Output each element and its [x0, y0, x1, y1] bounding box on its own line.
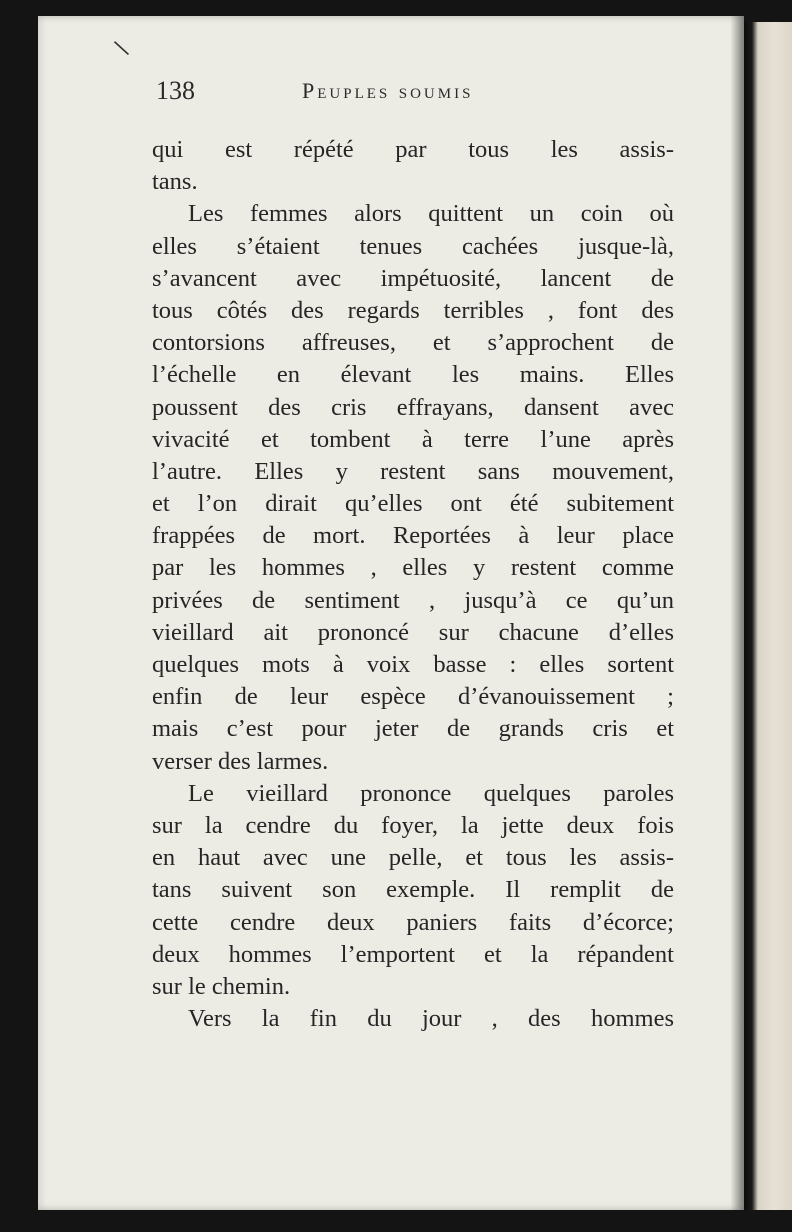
text-line: Vers la fin du jour , des hommes: [188, 1005, 674, 1033]
page-header: [156, 76, 676, 116]
text-line: quelques mots à voix basse : elles sortent: [152, 651, 674, 678]
text-line: deux hommes l’emportent et la répandent: [152, 940, 674, 968]
text-line: privées de sentiment , jusqu’à ce qu’un: [152, 586, 674, 614]
text-line: sur la cendre du foyer, la jette deux fois: [152, 811, 674, 839]
corner-mark: \: [112, 35, 132, 62]
text-line: Le vieillard prononce quelques paroles: [188, 779, 674, 807]
text-line: cette cendre deux paniers faits d’écorce;: [152, 908, 674, 936]
text-line: poussent des cris effrayans, dansent avec: [152, 393, 674, 421]
text-line: en haut avec une pelle, et tous les assis-: [152, 844, 674, 872]
text-line: tans.: [152, 168, 198, 196]
text-line: qui est répété par tous les assis-: [152, 136, 674, 163]
body-text: [152, 134, 674, 1035]
running-title: Peuples soumis: [302, 78, 474, 103]
text-line: vivacité et tombent à terre l’une après: [152, 425, 674, 453]
text-line: vieillard ait prononcé sur chacune d’elles: [152, 618, 674, 646]
text-line: contorsions affreuses, et s’approchent de: [152, 329, 674, 357]
text-line: tans suivent son exemple. Il remplit de: [152, 876, 674, 904]
spine-shadow: [730, 16, 744, 1210]
facing-page-edge: [744, 22, 792, 1210]
text-line: et l’on dirait qu’elles ont été subitement: [152, 490, 674, 518]
text-line: tous côtés des regards terribles , font des: [152, 296, 674, 324]
text-line: mais c’est pour jeter de grands cris et: [152, 715, 674, 743]
text-line: Les femmes alors quittent un coin où: [188, 200, 674, 228]
text-line: l’échelle en élevant les mains. Elles: [152, 361, 674, 389]
page-number: 138: [156, 76, 195, 105]
text-line: sur le chemin.: [152, 972, 291, 1000]
text-line: elles s’étaient tenues cachées jusque-là,: [152, 232, 674, 260]
text-line: frappées de mort. Reportées à leur place: [152, 522, 674, 550]
text-line: par les hommes , elles y restent comme: [152, 554, 674, 582]
text-line: s’avancent avec impétuosité, lancent de: [152, 264, 674, 292]
text-line: enfin de leur espèce d’évanouissement ;: [152, 683, 674, 711]
text-line: l’autre. Elles y restent sans mouvement,: [152, 457, 674, 485]
text-line: verser des larmes.: [152, 747, 329, 775]
